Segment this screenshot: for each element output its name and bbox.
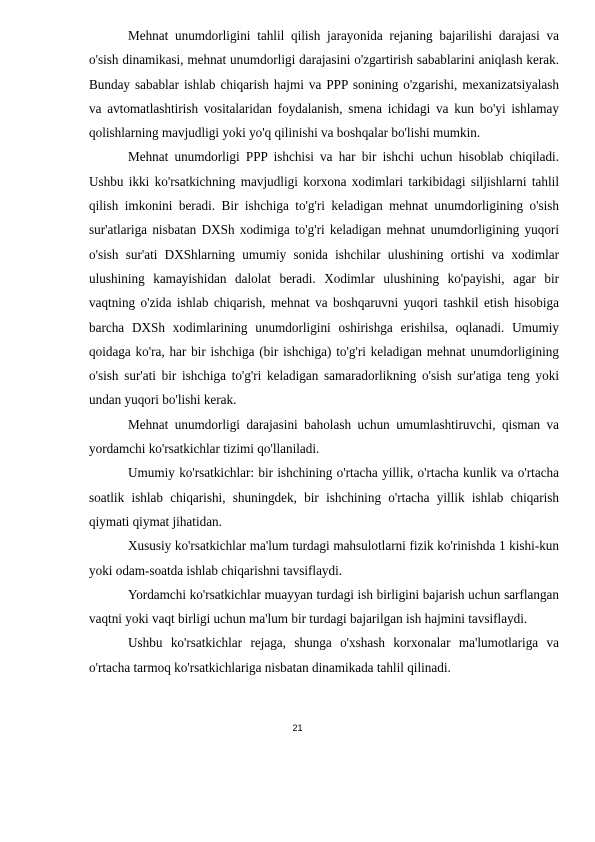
paragraph-3: Mehnat unumdorligi darajasini baholash uchun umumlashtiruvchi, qisman va yordamchi ko'rsatkichlar tizimi qo'llaniladi. [89, 416, 559, 457]
paragraph-5: Xususiy ko'rsatkichlar ma'lum turdagi mahsulotlarni fizik ko'rinishda 1 kishi-kun yoki odam-soatda ishlab chiqarishni tavsiflaydi. [89, 538, 559, 578]
paragraph-1: Mehnat unumdorligini tahlil qilish jarayonida rejaning bajarilishi darajasi va o'sish dinamikasi, mehnat unumdorligi darajasini o'zgartirish sabablarini aniqlash kerak. Bunday sabablar ishlab chiqarish hajmi va PPP sonining o'zgarishi, mexanizatsiyalash va avtomatlashtirish vositalaridan foydalanish, smena ichidagi va kun bo'yi ishlamay qolishlarning mavjudligi yoki yo'q qilinishi va boshqalar bo'lishi mumkin. [89, 28, 559, 141]
document-page [89, 24, 559, 680]
paragraph-4: Umumiy ko'rsatkichlar: bir ishchining o'rtacha yillik, o'rtacha kunlik va o'rtacha soatlik ishlab chiqarishi, shuningdek, bir ishchining o'rtacha yillik ishlab chiqarish qiymati qiymat jihatidan. [89, 465, 559, 529]
paragraph-7: Ushbu ko'rsatkichlar rejaga, shunga o'xshash korxonalar ma'lumotlariga va o'rtacha tarmoq ko'rsatkichlariga nisbatan dinamikada tahlil qilinadi. [89, 635, 559, 675]
paragraph-6: Yordamchi ko'rsatkichlar muayyan turdagi ish birligini bajarish uchun sarflangan vaqtni yoki vaqt birligi uchun ma'lum bir turdagi bajarilgan ish hajmini tavsiflaydi. [89, 586, 559, 627]
paragraph-2: Mehnat unumdorligi PPP ishchisi va har bir ishchi uchun hisoblab chiqiladi. Ushbu ikki ko'rsatkichning mavjudligi korxona xodimlari tarkibidagi siljishlarni tahlil qilish imkonini beradi. Bir ishchiga to'g'ri keladigan mehnat unumdorligining o'sish sur'atlariga nisbatan DXSh xodimiga to'g'ri keladigan mehnat unumdorligining yuqori o'sish sur'ati DXShlarning umumiy sonida ishchilar ulushining ortishi va xodimlar ulushining kamayishidan dalolat beradi. Xodimlar ulushining ko'payishi, agar bir vaqtning o'zida ishlab chiqarish, mehnat va boshqaruvni yuqori tashkil etish hisobiga barcha DXSh xodimlarining unumdorligini oshirishga erishilsa, oqlanadi. Umumiy qoidaga ko'ra, har bir ishchiga (bir ishchiga) to'g'ri keladigan mehnat unumdorligining o'sish sur'ati bir ishchiga to'g'ri keladigan samaradorlikning o'sish sur'atiga teng yoki undan yuqori bo'lishi kerak. [89, 149, 559, 408]
page-number: 21 [292, 723, 303, 733]
